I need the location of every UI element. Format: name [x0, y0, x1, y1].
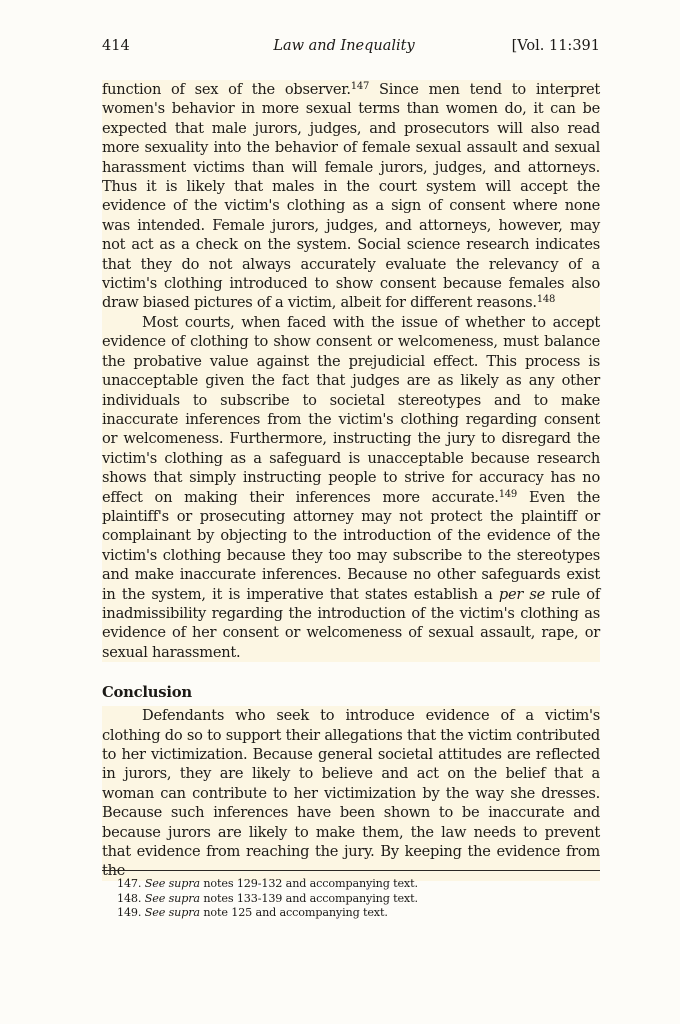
footnote [117, 892, 597, 907]
text-run: Even the plaintiff's or prosecuting attorney may not protect the plaintiff or complainant by objecting to the introduction of the evidence of the victim's clothing because they too may subscribe to the stereotypes and make inaccurate inferences. Because no other safeguards exist in the system, it is imperative that states establish a [102, 488, 600, 603]
body-paragraph [102, 80, 600, 313]
page [102, 38, 600, 881]
citation-signal: See supra [144, 891, 200, 905]
citation-signal: See supra [144, 877, 200, 890]
conclusion-paragraph: Defendants who seek to introduce evidence of a victim's clothing do so to support their allegations that the victim contributed to her victimization. Because general societal attitudes are reflected in jurors, they are likely to believe and act on the belief that a woman can contribute to her victimization by the way she dresses. Because such inferences have been shown to be inaccurate and because jurors are likely to make them, the law needs to prevent that evidence from reaching the jury. By keeping the evidence from the [102, 707, 600, 880]
footnote-reference[interactable]: 148 [536, 294, 556, 306]
text-run: Since men tend to interpret women's behavior in more sexual terms than women do, it can be expected that male jurors, judges, and prosecutors will also read more sexuality into the behavior of female sexual assault and sexual harassment victims than will female jurors, judges, and attorneys. Thus it is likely that males in the court system will accept the evidence of the victim's clothing as a sign of consent where none was intended. Female jurors, judges, and attorneys, however, may not act as a check on the system. Social science research indicates that they do not always accurately evaluate the relevancy of a victim's clothing introduced to show consent because females also draw biased pictures of a victim, albeit for different reasons. [102, 81, 600, 312]
text-run: Most courts, when faced with the issue of whether to accept evidence of clothing to show consent or welcomeness, must balance the probative value against the prejudicial effect. This process is unacceptable given the fact that judges are as likely as any other individuals to subscribe to societal stereotypes and to make inaccurate inferences from the victim's clothing regarding consent or welcomeness. Furthermore, instructing the jury to disregard the victim's clothing as a safeguard is unacceptable because research shows that simply instructing people to strive for accuracy has no effect on making their inferences more accurate. [102, 313, 600, 506]
footnote-number: 148. [117, 891, 145, 905]
footnotes [117, 877, 597, 921]
citation-signal: See supra [144, 906, 200, 920]
text-run: rule of inadmissibility regarding the introduction of the victim's clothing as evidence of her consent or welcomeness of sexual assault, rape, or sexual harassment. [102, 585, 600, 661]
volume-citation: [Vol. 11:391 [511, 38, 600, 54]
footnote-number: 147. [117, 877, 145, 890]
footnote-number: 149. [117, 906, 145, 920]
footnote [117, 906, 597, 921]
footnote-text: notes 133-139 and accompanying text. [199, 891, 418, 905]
body-paragraph [102, 313, 600, 662]
footnote-text: notes 129-132 and accompanying text. [199, 877, 418, 890]
paragraphs [102, 80, 600, 662]
footnote [117, 877, 597, 892]
footnote-divider [102, 870, 600, 871]
footnote-reference[interactable]: 147 [350, 81, 370, 92]
footnote-reference[interactable]: 149 [498, 488, 518, 500]
running-head [102, 38, 600, 62]
text-run: function of sex of the observer. [102, 81, 351, 98]
italic-term: per se [498, 585, 545, 603]
journal-title: Law and Inequality [273, 38, 415, 54]
section-heading: Conclusion [102, 684, 192, 702]
page-number: 414 [102, 38, 130, 54]
body-text [102, 80, 600, 881]
footnote-text: note 125 and accompanying text. [199, 906, 388, 920]
